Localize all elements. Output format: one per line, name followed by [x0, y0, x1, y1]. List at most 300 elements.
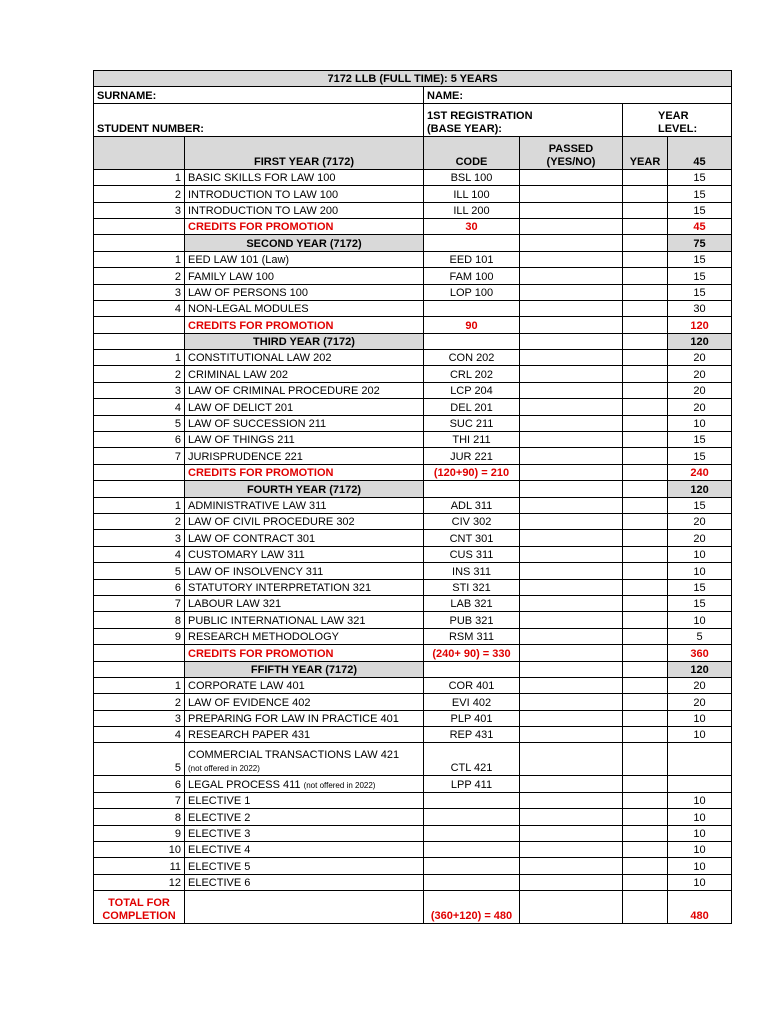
module-row-lpp	[94, 776, 732, 792]
blank-cell	[94, 661, 185, 677]
passed-cell[interactable]	[520, 579, 623, 595]
module-name: NON-LEGAL MODULES	[185, 300, 424, 316]
module-code: DEL 201	[424, 399, 520, 415]
module-number: 3	[94, 530, 185, 546]
year-title: FOURTH YEAR (7172)	[185, 481, 424, 497]
module-row	[94, 415, 732, 431]
year-cell[interactable]	[623, 546, 668, 562]
module-code: LPP 411	[424, 776, 520, 792]
module-code[interactable]	[424, 809, 520, 825]
form-title: 7172 LLB (FULL TIME): 5 YEARS	[94, 71, 732, 87]
year-title: THIRD YEAR (7172)	[185, 333, 424, 349]
module-code[interactable]	[424, 842, 520, 858]
promotion-calc: 90	[424, 317, 520, 333]
module-name: LAW OF DELICT 201	[185, 399, 424, 415]
blank-cell	[185, 891, 424, 924]
passed-cell[interactable]	[520, 251, 623, 267]
module-number: 10	[94, 842, 185, 858]
blank-cell	[94, 645, 185, 661]
module-credits: 10	[668, 710, 732, 726]
promotion-label: CREDITS FOR PROMOTION	[185, 218, 424, 234]
passed-cell[interactable]	[520, 792, 623, 808]
blank-cell	[623, 218, 668, 234]
module-credits: 5	[668, 628, 732, 644]
module-row	[94, 710, 732, 726]
module-code: PUB 321	[424, 612, 520, 628]
code-column-header: CODE	[424, 136, 520, 169]
blank-cell	[424, 481, 520, 497]
llb-registration-form	[93, 70, 732, 924]
passed-cell[interactable]	[520, 727, 623, 743]
blank-cell	[94, 235, 185, 251]
year-cell[interactable]	[623, 350, 668, 366]
module-code: EED 101	[424, 251, 520, 267]
year-credits: 120	[668, 661, 732, 677]
elective-row	[94, 858, 732, 874]
module-number: 9	[94, 628, 185, 644]
module-name: CONSTITUTIONAL LAW 202	[185, 350, 424, 366]
passed-column-header: PASSED (YES/NO)	[520, 136, 623, 169]
year-level-field[interactable]: YEAR LEVEL:	[623, 103, 732, 136]
first-year-header-row	[94, 136, 732, 169]
promotion-row	[94, 218, 732, 234]
year-credits: 120	[668, 481, 732, 497]
module-name: COMMERCIAL TRANSACTIONS LAW 421 (not offered in 2022)	[185, 743, 424, 776]
year-credits: 120	[668, 333, 732, 349]
module-code: BSL 100	[424, 169, 520, 185]
blank-cell	[94, 464, 185, 480]
module-credits: 10	[668, 825, 732, 841]
module-code: CIV 302	[424, 513, 520, 529]
blank-cell	[520, 218, 623, 234]
module-row	[94, 300, 732, 316]
module-number: 4	[94, 727, 185, 743]
blank-cell	[424, 235, 520, 251]
passed-cell[interactable]	[520, 694, 623, 710]
year-cell[interactable]	[623, 415, 668, 431]
module-row	[94, 628, 732, 644]
module-number: 6	[94, 776, 185, 792]
module-code: INS 311	[424, 563, 520, 579]
module-credits: 20	[668, 350, 732, 366]
year-credits: 75	[668, 235, 732, 251]
blank-cell	[520, 333, 623, 349]
module-row	[94, 448, 732, 464]
module-row-ctl	[94, 743, 732, 776]
module-credits: 15	[668, 186, 732, 202]
surname-row	[94, 87, 732, 103]
module-code: PLP 401	[424, 710, 520, 726]
module-number: 4	[94, 300, 185, 316]
blank-cell	[623, 481, 668, 497]
module-name: FAMILY LAW 100	[185, 268, 424, 284]
blank-cell	[623, 464, 668, 480]
passed-cell[interactable]	[520, 743, 623, 776]
module-row	[94, 284, 732, 300]
module-code: ILL 200	[424, 202, 520, 218]
module-credits: 15	[668, 595, 732, 611]
module-code: CNT 301	[424, 530, 520, 546]
module-row	[94, 268, 732, 284]
elective-row	[94, 874, 732, 890]
elective-name: ELECTIVE 1	[185, 792, 424, 808]
module-name: BASIC SKILLS FOR LAW 100	[185, 169, 424, 185]
module-number: 2	[94, 694, 185, 710]
module-name: LAW OF THINGS 211	[185, 432, 424, 448]
module-row	[94, 186, 732, 202]
total-label: TOTAL FOR COMPLETION	[94, 891, 185, 924]
year-cell[interactable]	[623, 382, 668, 398]
passed-cell[interactable]	[520, 284, 623, 300]
module-number: 2	[94, 366, 185, 382]
blank-cell	[94, 218, 185, 234]
title-row	[94, 71, 732, 87]
module-row	[94, 432, 732, 448]
module-row	[94, 382, 732, 398]
student-number-field[interactable]: STUDENT NUMBER:	[94, 103, 424, 136]
promotion-total: 360	[668, 645, 732, 661]
module-number: 1	[94, 677, 185, 693]
promotion-label: CREDITS FOR PROMOTION	[185, 464, 424, 480]
year-cell[interactable]	[623, 169, 668, 185]
module-code: CTL 421	[424, 743, 520, 776]
year-cell[interactable]	[623, 563, 668, 579]
year-title: FFIFTH YEAR (7172)	[185, 661, 424, 677]
module-name: LEGAL PROCESS 411 (not offered in 2022)	[185, 776, 424, 792]
promotion-label: CREDITS FOR PROMOTION	[185, 645, 424, 661]
year-cell[interactable]	[623, 595, 668, 611]
module-code: RSM 311	[424, 628, 520, 644]
module-number: 6	[94, 432, 185, 448]
module-name: CORPORATE LAW 401	[185, 677, 424, 693]
module-code: COR 401	[424, 677, 520, 693]
module-number: 1	[94, 169, 185, 185]
module-row	[94, 595, 732, 611]
module-number: 12	[94, 874, 185, 890]
blank-cell	[623, 661, 668, 677]
module-number: 2	[94, 268, 185, 284]
year-cell[interactable]	[623, 284, 668, 300]
module-credits: 15	[668, 579, 732, 595]
year-cell[interactable]	[623, 874, 668, 890]
promotion-total: 120	[668, 317, 732, 333]
passed-cell[interactable]	[520, 563, 623, 579]
elective-row	[94, 825, 732, 841]
module-row	[94, 513, 732, 529]
passed-cell[interactable]	[520, 858, 623, 874]
module-row	[94, 530, 732, 546]
year-cell[interactable]	[623, 497, 668, 513]
year-cell[interactable]	[623, 694, 668, 710]
passed-cell[interactable]	[520, 612, 623, 628]
module-code[interactable]	[424, 825, 520, 841]
module-name: RESEARCH METHODOLOGY	[185, 628, 424, 644]
module-credits: 10	[668, 792, 732, 808]
year-title: FIRST YEAR (7172)	[185, 136, 424, 169]
blank-cell	[520, 481, 623, 497]
blank-cell	[520, 645, 623, 661]
module-name: PREPARING FOR LAW IN PRACTICE 401	[185, 710, 424, 726]
promotion-calc: 30	[424, 218, 520, 234]
module-row	[94, 563, 732, 579]
year-header-row	[94, 235, 732, 251]
module-row	[94, 399, 732, 415]
year-credits: 45	[668, 136, 732, 169]
module-number: 3	[94, 382, 185, 398]
promotion-calc: (120+90) = 210	[424, 464, 520, 480]
module-name: INTRODUCTION TO LAW 200	[185, 202, 424, 218]
module-row	[94, 202, 732, 218]
module-name: LAW OF PERSONS 100	[185, 284, 424, 300]
passed-cell[interactable]	[520, 595, 623, 611]
blank-cell	[94, 481, 185, 497]
blank-cell	[623, 235, 668, 251]
module-code: CON 202	[424, 350, 520, 366]
year-cell[interactable]	[623, 858, 668, 874]
passed-cell[interactable]	[520, 202, 623, 218]
module-credits: 15	[668, 169, 732, 185]
module-name: LAW OF EVIDENCE 402	[185, 694, 424, 710]
module-name: ADMINISTRATIVE LAW 311	[185, 497, 424, 513]
name-field[interactable]: NAME:	[424, 87, 732, 103]
module-code: JUR 221	[424, 448, 520, 464]
elective-name: ELECTIVE 2	[185, 809, 424, 825]
year-cell[interactable]	[623, 251, 668, 267]
module-code: LAB 321	[424, 595, 520, 611]
total-row	[94, 891, 732, 924]
module-name: CRIMINAL LAW 202	[185, 366, 424, 382]
year-cell[interactable]	[623, 809, 668, 825]
module-row	[94, 366, 732, 382]
module-row	[94, 350, 732, 366]
module-credits: 15	[668, 251, 732, 267]
elective-name: ELECTIVE 5	[185, 858, 424, 874]
year-cell[interactable]	[623, 743, 668, 776]
elective-name: ELECTIVE 3	[185, 825, 424, 841]
passed-cell[interactable]	[520, 710, 623, 726]
blank-cell	[623, 645, 668, 661]
module-code[interactable]	[424, 792, 520, 808]
module-code: LCP 204	[424, 382, 520, 398]
passed-cell[interactable]	[520, 497, 623, 513]
module-credits: 10	[668, 546, 732, 562]
module-name: LABOUR LAW 321	[185, 595, 424, 611]
module-name: LAW OF CIVIL PROCEDURE 302	[185, 513, 424, 529]
module-credits: 10	[668, 563, 732, 579]
year-cell[interactable]	[623, 727, 668, 743]
module-number: 5	[94, 415, 185, 431]
passed-cell[interactable]	[520, 776, 623, 792]
year-cell[interactable]	[623, 186, 668, 202]
year-cell[interactable]	[623, 612, 668, 628]
module-credits: 10	[668, 612, 732, 628]
year-cell[interactable]	[623, 268, 668, 284]
module-credits: 20	[668, 366, 732, 382]
module-code[interactable]	[424, 858, 520, 874]
passed-cell[interactable]	[520, 432, 623, 448]
module-number: 8	[94, 809, 185, 825]
module-number: 3	[94, 202, 185, 218]
student-info-row	[94, 103, 732, 136]
module-code: ADL 311	[424, 497, 520, 513]
module-code[interactable]	[424, 874, 520, 890]
module-credits	[668, 776, 732, 792]
passed-cell[interactable]	[520, 825, 623, 841]
blank-cell	[520, 661, 623, 677]
module-credits: 15	[668, 448, 732, 464]
module-number: 11	[94, 858, 185, 874]
promotion-row	[94, 317, 732, 333]
passed-cell[interactable]	[520, 300, 623, 316]
module-name: PUBLIC INTERNATIONAL LAW 321	[185, 612, 424, 628]
blank-cell	[623, 317, 668, 333]
module-number: 3	[94, 284, 185, 300]
blank-cell	[94, 333, 185, 349]
passed-cell[interactable]	[520, 530, 623, 546]
module-credits: 20	[668, 382, 732, 398]
module-number: 2	[94, 186, 185, 202]
year-cell[interactable]	[623, 825, 668, 841]
module-credits: 15	[668, 202, 732, 218]
passed-cell[interactable]	[520, 874, 623, 890]
module-number: 1	[94, 251, 185, 267]
passed-cell[interactable]	[520, 448, 623, 464]
module-code: LOP 100	[424, 284, 520, 300]
year-cell[interactable]	[623, 792, 668, 808]
year-cell[interactable]	[623, 399, 668, 415]
elective-row	[94, 792, 732, 808]
elective-name: ELECTIVE 6	[185, 874, 424, 890]
year-cell[interactable]	[623, 710, 668, 726]
module-row	[94, 694, 732, 710]
module-number: 1	[94, 497, 185, 513]
module-number: 9	[94, 825, 185, 841]
module-code: FAM 100	[424, 268, 520, 284]
module-code: CUS 311	[424, 546, 520, 562]
module-number: 2	[94, 513, 185, 529]
blank-cell	[623, 891, 668, 924]
passed-cell[interactable]	[520, 268, 623, 284]
year-cell[interactable]	[623, 366, 668, 382]
module-credits: 10	[668, 415, 732, 431]
passed-cell[interactable]	[520, 842, 623, 858]
module-credits: 15	[668, 497, 732, 513]
module-number: 4	[94, 546, 185, 562]
year-title: SECOND YEAR (7172)	[185, 235, 424, 251]
module-name: INTRODUCTION TO LAW 100	[185, 186, 424, 202]
passed-cell[interactable]	[520, 415, 623, 431]
module-credits: 20	[668, 399, 732, 415]
passed-cell[interactable]	[520, 628, 623, 644]
module-code: SUC 211	[424, 415, 520, 431]
module-row	[94, 497, 732, 513]
year-cell[interactable]	[623, 677, 668, 693]
module-name: JURISPRUDENCE 221	[185, 448, 424, 464]
promotion-calc: (240+ 90) = 330	[424, 645, 520, 661]
module-credits: 20	[668, 677, 732, 693]
module-name: LAW OF SUCCESSION 211	[185, 415, 424, 431]
year-header-row	[94, 481, 732, 497]
module-credits: 10	[668, 858, 732, 874]
module-code: CRL 202	[424, 366, 520, 382]
year-cell[interactable]	[623, 300, 668, 316]
blank-cell	[623, 333, 668, 349]
module-number: 7	[94, 448, 185, 464]
module-name: EED LAW 101 (Law)	[185, 251, 424, 267]
module-name: RESEARCH PAPER 431	[185, 727, 424, 743]
blank-cell	[424, 333, 520, 349]
blank-cell	[520, 464, 623, 480]
year-cell[interactable]	[623, 579, 668, 595]
module-code: ILL 100	[424, 186, 520, 202]
module-name: STATUTORY INTERPRETATION 321	[185, 579, 424, 595]
module-number: 5	[94, 743, 185, 776]
year-cell[interactable]	[623, 202, 668, 218]
module-credits: 20	[668, 694, 732, 710]
passed-cell[interactable]	[520, 186, 623, 202]
passed-cell[interactable]	[520, 809, 623, 825]
module-row	[94, 677, 732, 693]
module-credits	[668, 743, 732, 776]
module-code	[424, 300, 520, 316]
passed-cell[interactable]	[520, 677, 623, 693]
surname-field[interactable]: SURNAME:	[94, 87, 424, 103]
module-name: LAW OF CONTRACT 301	[185, 530, 424, 546]
module-credits: 10	[668, 874, 732, 890]
year-cell[interactable]	[623, 776, 668, 792]
promotion-label: CREDITS FOR PROMOTION	[185, 317, 424, 333]
passed-cell[interactable]	[520, 350, 623, 366]
module-number: 7	[94, 792, 185, 808]
year-cell[interactable]	[623, 513, 668, 529]
total-calc: (360+120) = 480	[424, 891, 520, 924]
year-cell[interactable]	[623, 432, 668, 448]
elective-row	[94, 809, 732, 825]
elective-row	[94, 842, 732, 858]
year-cell[interactable]	[623, 842, 668, 858]
year-cell[interactable]	[623, 628, 668, 644]
module-credits: 10	[668, 842, 732, 858]
module-credits: 10	[668, 727, 732, 743]
blank-cell	[520, 235, 623, 251]
module-number: 8	[94, 612, 185, 628]
passed-cell[interactable]	[520, 382, 623, 398]
module-number: 7	[94, 595, 185, 611]
module-credits: 20	[668, 530, 732, 546]
module-number: 6	[94, 579, 185, 595]
year-header-row	[94, 333, 732, 349]
module-row	[94, 727, 732, 743]
module-code: STI 321	[424, 579, 520, 595]
module-credits: 20	[668, 513, 732, 529]
promotion-row	[94, 645, 732, 661]
passed-cell[interactable]	[520, 366, 623, 382]
passed-cell[interactable]	[520, 399, 623, 415]
passed-cell[interactable]	[520, 513, 623, 529]
year-header-row	[94, 661, 732, 677]
module-credits: 10	[668, 809, 732, 825]
module-credits: 15	[668, 284, 732, 300]
year-cell[interactable]	[623, 530, 668, 546]
module-row	[94, 251, 732, 267]
passed-cell[interactable]	[520, 546, 623, 562]
passed-cell[interactable]	[520, 169, 623, 185]
module-row	[94, 612, 732, 628]
year-cell[interactable]	[623, 448, 668, 464]
registration-field[interactable]: 1ST REGISTRATION (BASE YEAR):	[424, 103, 623, 136]
elective-name: ELECTIVE 4	[185, 842, 424, 858]
blank-cell	[520, 317, 623, 333]
